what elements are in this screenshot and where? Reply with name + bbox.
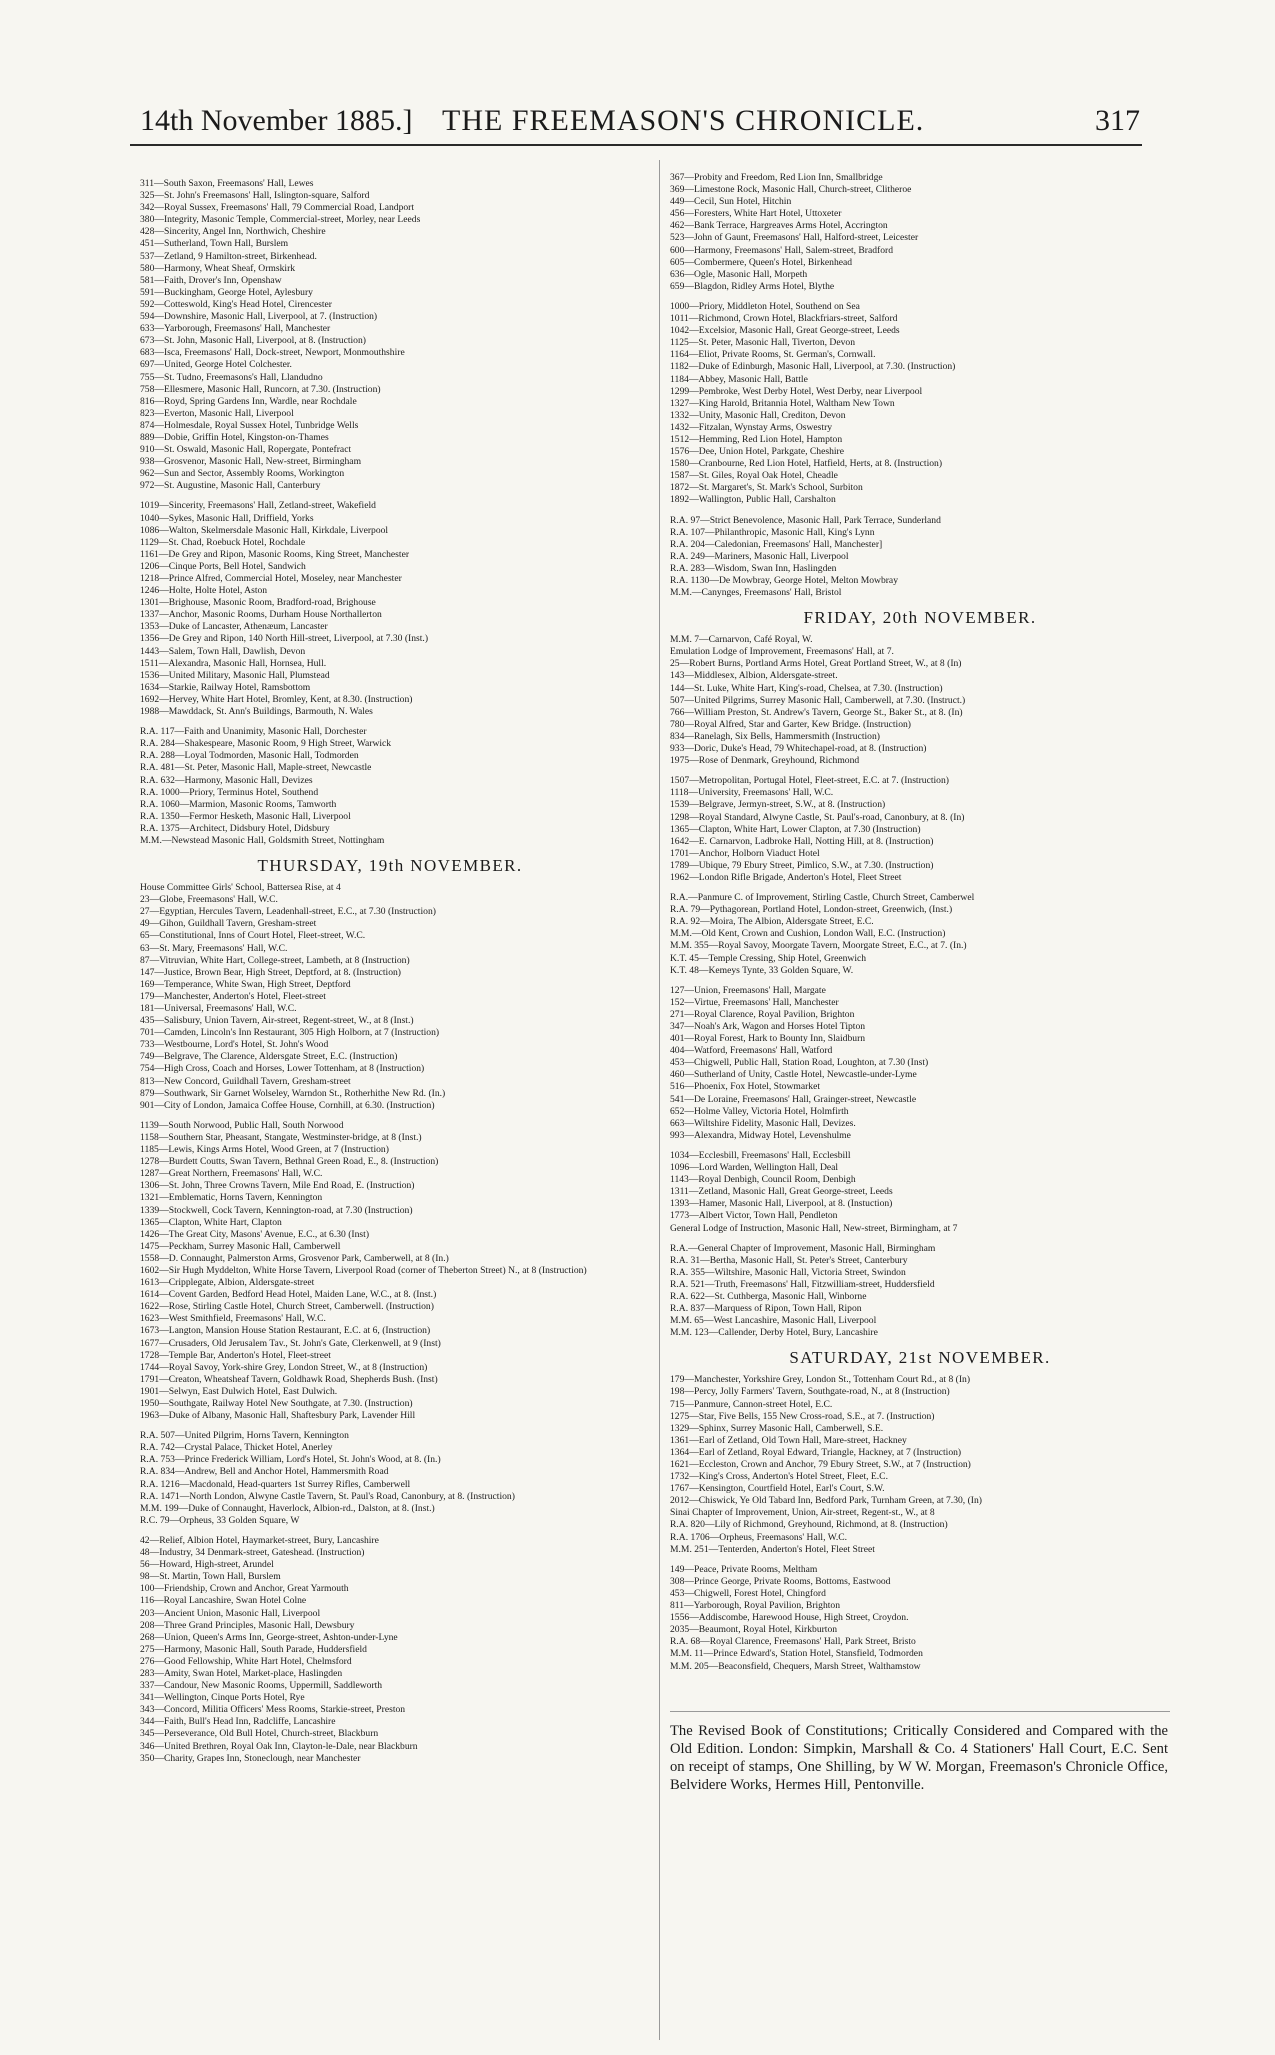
lodge-entry: 1164—Eliot, Private Rooms, St. German's, Cornwall. bbox=[670, 349, 876, 361]
lodge-entry: 659—Blagdon, Ridley Arms Hotel, Blythe bbox=[670, 280, 835, 292]
lodge-entry: 507—United Pilgrims, Surrey Masonic Hall, Camberwell, at 7.30. (Instruct.) bbox=[670, 694, 966, 706]
lodge-entry: 1975—Rose of Denmark, Greyhound, Richmond bbox=[670, 755, 860, 767]
lodge-entry: R.A. 1060—Marmion, Masonic Rooms, Tamworth bbox=[140, 798, 337, 810]
lodge-entry: 811—Yarborough, Royal Pavilion, Brighton bbox=[670, 1600, 841, 1612]
lodge-entry: 594—Downshire, Masonic Hall, Liverpool, at 7. (Instruction) bbox=[140, 311, 378, 323]
lodge-entry: 605—Combermere, Queen's Hotel, Birkenhead bbox=[670, 256, 853, 268]
lodge-entry: 780—Royal Alfred, Star and Garter, Kew Bridge. (Instruction) bbox=[670, 718, 911, 730]
lodge-entry: 404—Watford, Freemasons' Hall, Watford bbox=[670, 1045, 833, 1057]
lodge-entry: 1872—St. Margaret's, St. Mark's School, Surbiton bbox=[670, 482, 863, 494]
lodge-entry: 733—Westbourne, Lord's Hotel, St. John's Wood bbox=[140, 1039, 329, 1051]
lodge-entry: R.A. 355—Wiltshire, Masonic Hall, Victoria Street, Swindon bbox=[670, 1266, 906, 1278]
lodge-entry: 435—Salisbury, Union Tavern, Air-street, Regent-street, W., at 8 (Inst.) bbox=[140, 1015, 414, 1027]
lodge-entry: 1218—Prince Alfred, Commercial Hotel, Moseley, near Manchester bbox=[140, 573, 402, 584]
lodge-entry: R.A. 1216—Macdonald, Head-quarters 1st Surrey Rifles, Camberwell bbox=[140, 1478, 411, 1490]
lodge-entry: 813—New Concord, Guildhall Tavern, Gresham-street bbox=[140, 1075, 351, 1087]
lodge-entry: 311—South Saxon, Freemasons' Hall, Lewes bbox=[140, 178, 314, 189]
lodge-entry: 1692—Hervey, White Hart Hotel, Bromley, Kent, at 8.30. (Instruction) bbox=[140, 693, 413, 705]
lodge-entry: R.A. 107—Philanthropic, Masonic Hall, King's Lynn bbox=[670, 526, 875, 538]
lodge-entry: M.M.—Canynges, Freemasons' Hall, Bristol bbox=[670, 587, 842, 599]
page-number: 317 bbox=[1095, 104, 1140, 137]
lodge-entry: 1356—De Grey and Ripon, 140 North Hill-street, Liverpool, at 7.30 (Inst.) bbox=[140, 633, 429, 645]
lodge-entry: 1329—Sphinx, Surrey Masonic Hall, Camberwell, S.E. bbox=[670, 1422, 884, 1434]
lodge-entry: 1634—Starkie, Railway Hotel, Ramsbottom bbox=[140, 681, 311, 693]
lodge-entry: 1673—Langton, Mansion House Station Restaurant, E.C. at 6, (Instruction) bbox=[140, 1325, 431, 1337]
listing-block bbox=[140, 1535, 640, 1765]
lodge-entry: 523—John of Gaunt, Freemasons' Hall, Halford-street, Leicester bbox=[670, 232, 919, 244]
lodge-entry: 1139—South Norwood, Public Hall, South Norwood bbox=[140, 1119, 344, 1131]
lodge-entry: 428—Sincerity, Angel Inn, Northwich, Cheshire bbox=[140, 226, 326, 238]
lodge-entry: 181—Universal, Freemasons' Hall, W.C. bbox=[140, 1003, 297, 1014]
lodge-entry: R.A. 481—St. Peter, Masonic Hall, Maple-street, Newcastle bbox=[140, 762, 372, 774]
lodge-entry: 1963—Duke of Albany, Masonic Hall, Shaftesbury Park, Lavender Hill bbox=[140, 1410, 416, 1422]
listing-block bbox=[140, 178, 640, 492]
lodge-entry: 1287—Great Northern, Freemasons' Hall, W.C. bbox=[140, 1168, 323, 1180]
lodge-entry: 179—Manchester, Yorkshire Grey, London St., Tottenham Court Rd., at 8 (In) bbox=[670, 1374, 971, 1386]
lodge-entry: 633—Yarborough, Freemasons' Hall, Manchester bbox=[140, 323, 331, 335]
lodge-entry: 755—St. Tudno, Freemasons's Hall, Llandudno bbox=[140, 371, 323, 383]
listing-block bbox=[670, 1564, 1170, 1673]
lodge-entry: M.M. 65—West Lancashire, Masonic Hall, Liverpool bbox=[670, 1315, 877, 1327]
lodge-entry: 1086—Walton, Skelmersdale Masonic Hall, Kirkdale, Liverpool bbox=[140, 524, 389, 536]
lodge-entry: 1443—Salem, Town Hall, Dawlish, Devon bbox=[140, 645, 306, 657]
lodge-entry: R.A. 92—Moira, The Albion, Aldersgate Street, E.C. bbox=[670, 916, 874, 928]
lodge-entry: 1773—Albert Victor, Town Hall, Pendleton bbox=[670, 1210, 838, 1222]
lodge-entry: 701—Camden, Lincoln's Inn Restaurant, 305 High Holborn, at 7 (Instruction) bbox=[140, 1027, 440, 1039]
lodge-entry: R.A. 507—United Pilgrim, Horns Tavern, Kennington bbox=[140, 1430, 349, 1442]
lodge-entry: 208—Three Grand Principles, Masonic Hall, Dewsbury bbox=[140, 1619, 355, 1631]
lodge-entry: R.A.—General Chapter of Improvement, Masonic Hall, Birmingham bbox=[670, 1242, 936, 1254]
lodge-entry: 1143—Royal Denbigh, Council Room, Denbigh bbox=[670, 1174, 856, 1186]
lodge-entry: 901—City of London, Jamaica Coffee House, Cornhill, at 6.30. (Instruction) bbox=[140, 1099, 435, 1111]
lodge-entry: Emulation Lodge of Improvement, Freemasons' Hall, at 7. bbox=[670, 646, 894, 658]
lodge-entry: 63—St. Mary, Freemasons' Hall, W.C. bbox=[140, 942, 288, 954]
lodge-entry: 1701—Anchor, Holborn Viaduct Hotel bbox=[670, 847, 820, 859]
lodge-entry: 42—Relief, Albion Hotel, Haymarket-street, Bury, Lancashire bbox=[140, 1534, 379, 1546]
right-column bbox=[670, 164, 1170, 1794]
lodge-entry: 910—St. Oswald, Masonic Hall, Ropergate, Pontefract bbox=[140, 444, 352, 456]
lodge-entry: 1275—Star, Five Bells, 155 New Cross-road, S.E., at 7. (Instruction) bbox=[670, 1410, 935, 1422]
lodge-entry: R.A. 97—Strict Benevolence, Masonic Hall, Park Terrace, Sunderland bbox=[670, 514, 941, 526]
lodge-entry: 1767—Kensington, Courtfield Hotel, Earl's Court, S.W. bbox=[670, 1483, 885, 1495]
lodge-entry: 516—Phoenix, Fox Hotel, Stowmarket bbox=[670, 1081, 821, 1093]
lodge-entry: 1613—Cripplegate, Albion, Aldersgate-street bbox=[140, 1277, 315, 1289]
lodge-entry: 1096—Lord Warden, Wellington Hall, Deal bbox=[670, 1162, 839, 1174]
lodge-entry: R.A. 834—Andrew, Bell and Anchor Hotel, Hammersmith Road bbox=[140, 1466, 389, 1478]
lodge-entry: 2012—Chiswick, Ye Old Tabard Inn, Bedford Park, Turnham Green, at 7.30, (In) bbox=[670, 1495, 982, 1507]
lodge-entry: 1950—Southgate, Railway Hotel New Southgate, at 7.30. (Instruction) bbox=[140, 1398, 413, 1409]
lodge-entry: M.M.—Newstead Masonic Hall, Goldsmith Street, Nottingham bbox=[140, 834, 385, 846]
lodge-entry: R.A. 1000—Priory, Terminus Hotel, Southend bbox=[140, 786, 319, 798]
lodge-entry: 1042—Excelsior, Masonic Hall, Great George-street, Leeds bbox=[670, 325, 900, 337]
lodge-entry: 1556—Addiscombe, Harewood House, High Street, Croydon. bbox=[670, 1612, 909, 1624]
lodge-entry: 460—Sutherland of Unity, Castle Hotel, Newcastle-under-Lyme bbox=[670, 1069, 917, 1081]
lodge-entry: 758—Ellesmere, Masonic Hall, Runcorn, at 7.30. (Instruction) bbox=[140, 383, 381, 395]
listing-block bbox=[670, 172, 1170, 293]
listing-block bbox=[670, 892, 1170, 977]
issue-date: 14th November 1885.] bbox=[140, 104, 413, 137]
lodge-entry: 1034—Ecclesbill, Freemasons' Hall, Ecclesbill bbox=[670, 1149, 851, 1161]
advertisement: The Revised Book of Constitutions; Critically Considered and Compared with the Old Edition. London: Simpkin, Marshall & Co. 4 Stationers' Hall Court, E.C. Sent on receipt of stamps, One Shilling, by W W. Morgan, Freemason's Chronicle Office, Belvidere Works, Hermes Hill, Pentonville. bbox=[670, 1711, 1170, 1794]
lodge-entry: R.A. 117—Faith and Unanimity, Masonic Hall, Dorchester bbox=[140, 726, 367, 738]
lodge-entry: 1298—Royal Standard, Alwyne Castle, St. Paul's-road, Canonbury, at 8. (In) bbox=[670, 811, 965, 823]
listing-block bbox=[670, 1243, 1170, 1340]
lodge-entry: 636—Ogle, Masonic Hall, Morpeth bbox=[670, 268, 808, 280]
lodge-entry: 1125—St. Peter, Masonic Hall, Tiverton, Devon bbox=[670, 337, 855, 349]
lodge-entry: 1512—Hemming, Red Lion Hotel, Hampton bbox=[670, 433, 843, 445]
lodge-entry: 972—St. Augustine, Masonic Hall, Canterbury bbox=[140, 480, 321, 492]
lodge-entry: 1364—Earl of Zetland, Royal Edward, Triangle, Hackney, at 7 (Instruction) bbox=[670, 1446, 962, 1458]
lodge-entry: 1677—Crusaders, Old Jerusalem Tav., St. John's Gate, Clerkenwell, at 9 (Inst) bbox=[140, 1337, 441, 1349]
lodge-entry: 766—William Preston, St. Andrew's Tavern, George St., Baker St., at 8. (In) bbox=[670, 706, 963, 718]
day-heading: THURSDAY, 19th NOVEMBER. bbox=[257, 856, 523, 876]
listing-block bbox=[140, 726, 640, 847]
lodge-entry: 1365—Clapton, White Hart, Clapton bbox=[140, 1216, 282, 1228]
listing-block bbox=[670, 301, 1170, 507]
lodge-entry: M.M. 355—Royal Savoy, Moorgate Tavern, Moorgate Street, E.C., at 7. (In.) bbox=[670, 940, 967, 952]
lodge-entry: M.M. 11—Prince Edward's, Station Hotel, Stansfield, Todmorden bbox=[670, 1648, 923, 1660]
lodge-entry: 1184—Abbey, Masonic Hall, Battle bbox=[670, 373, 808, 385]
lodge-entry: 1511—Alexandra, Masonic Hall, Hornsea, Hull. bbox=[140, 657, 327, 669]
lodge-entry: 453—Chigwell, Forest Hotel, Chingford bbox=[670, 1587, 826, 1599]
lodge-entry: 149—Peace, Private Rooms, Meltham bbox=[670, 1563, 818, 1575]
lodge-entry: 25—Robert Burns, Portland Arms Hotel, Great Portland Street, W., at 8 (In) bbox=[670, 658, 962, 670]
lodge-entry: 401—Royal Forest, Hark to Bounty Inn, Slaidburn bbox=[670, 1033, 866, 1045]
lodge-entry: M.M.—Old Kent, Crown and Cushion, London Wall, E.C. (Instruction) bbox=[670, 928, 946, 940]
lodge-entry: 1278—Burdett Coutts, Swan Tavern, Bethnal Green Road, E., 8. (Instruction) bbox=[140, 1156, 439, 1168]
lodge-entry: 346—United Brethren, Royal Oak Inn, Clayton-le-Dale, near Blackburn bbox=[140, 1740, 418, 1752]
lodge-entry: 342—Royal Sussex, Freemasons' Hall, 79 Commercial Road, Landport bbox=[140, 202, 415, 214]
listing-block bbox=[670, 607, 1170, 767]
lodge-entry: 271—Royal Clarence, Royal Pavilion, Brighton bbox=[670, 1008, 855, 1020]
lodge-entry: 1299—Pembroke, West Derby Hotel, West Derby, near Liverpool bbox=[670, 385, 923, 397]
lodge-entry: 451—Sutherland, Town Hall, Burslem bbox=[140, 238, 289, 250]
lodge-entry: 1475—Peckham, Surrey Masonic Hall, Camberwell bbox=[140, 1240, 341, 1252]
lodge-entry: 1642—E. Carnarvon, Ladbroke Hall, Notting Hill, at 8. (Instruction) bbox=[670, 835, 934, 847]
lodge-entry: 874—Holmesdale, Royal Sussex Hotel, Tunbridge Wells bbox=[140, 419, 359, 431]
lodge-entry: R.A. 284—Shakespeare, Masonic Room, 9 High Street, Warwick bbox=[140, 738, 392, 750]
lodge-entry: R.A. 742—Crystal Palace, Thicket Hotel, Anerley bbox=[140, 1442, 333, 1454]
lodge-entry: 268—Union, Queen's Arms Inn, George-street, Ashton-under-Lyne bbox=[140, 1631, 398, 1643]
lodge-entry: 537—Zetland, 9 Hamilton-street, Birkenhead. bbox=[140, 250, 317, 262]
left-column bbox=[140, 170, 640, 1765]
lodge-entry: 1432—Fitzalan, Wynstay Arms, Oswestry bbox=[670, 421, 833, 433]
lodge-entry: 1732—King's Cross, Anderton's Hotel Street, Fleet, E.C. bbox=[670, 1471, 888, 1483]
lodge-entry: 1791—Creaton, Wheatsheaf Tavern, Goldhawk Road, Shepherds Bush. (Inst) bbox=[140, 1373, 438, 1385]
lodge-entry: 144—St. Luke, White Hart, King's-road, Chelsea, at 7.30. (Instruction) bbox=[670, 682, 943, 694]
masthead bbox=[130, 104, 1140, 142]
lodge-entry: 1623—West Smithfield, Freemasons' Hall, W.C. bbox=[140, 1313, 326, 1325]
lodge-entry: R.A. 31—Bertha, Masonic Hall, St. Peter's Street, Canterbury bbox=[670, 1254, 908, 1266]
lodge-entry: 697—United, George Hotel Colchester. bbox=[140, 359, 292, 371]
lodge-entry: 1311—Zetland, Masonic Hall, Great George-street, Leeds bbox=[670, 1186, 893, 1198]
lodge-entry: 600—Harmony, Freemasons' Hall, Salem-street, Bradford bbox=[670, 244, 894, 256]
lodge-entry: 275—Harmony, Masonic Hall, South Parade, Huddersfield bbox=[140, 1643, 367, 1655]
lodge-entry: 1558—D. Connaught, Palmerston Arms, Grosvenor Park, Camberwell, at 8 (In.) bbox=[140, 1252, 449, 1264]
lodge-entry: 834—Ranelagh, Six Bells, Hammersmith (Instruction) bbox=[670, 730, 880, 742]
lodge-entry: 591—Buckingham, George Hotel, Aylesbury bbox=[140, 286, 313, 298]
lodge-entry: 1576—Dee, Union Hotel, Parkgate, Cheshire bbox=[670, 446, 844, 458]
day-heading: FRIDAY, 20th NOVEMBER. bbox=[803, 608, 1037, 628]
lodge-entry: 198—Percy, Jolly Farmers' Tavern, Southgate-road, N., at 8 (Instruction) bbox=[670, 1386, 950, 1398]
lodge-entry: 345—Perseverance, Old Bull Hotel, Church-street, Blackburn bbox=[140, 1728, 379, 1740]
lodge-entry: 1614—Covent Garden, Bedford Head Hotel, Maiden Lane, W.C., at 8. (Inst.) bbox=[140, 1289, 437, 1301]
lodge-entry: 65—Constitutional, Inns of Court Hotel, Fleet-street, W.C. bbox=[140, 930, 366, 942]
lodge-entry: 116—Royal Lancashire, Swan Hotel Colne bbox=[140, 1595, 307, 1607]
lodge-entry: 1622—Rose, Stirling Castle Hotel, Church Street, Camberwell. (Instruction) bbox=[140, 1301, 434, 1313]
lodge-entry: 1536—United Military, Masonic Hall, Plumstead bbox=[140, 669, 330, 681]
lodge-entry: 143—Middlesex, Albion, Aldersgate-street. bbox=[670, 670, 838, 682]
lodge-entry: 1011—Richmond, Crown Hotel, Blackfriars-street, Salford bbox=[670, 313, 898, 325]
lodge-entry: 1327—King Harold, Britannia Hotel, Waltham New Town bbox=[670, 397, 895, 409]
lodge-entry: 1393—Hamer, Masonic Hall, Liverpool, at 8. (Instuction) bbox=[670, 1198, 893, 1210]
lodge-entry: 169—Temperance, White Swan, High Street, Deptford bbox=[140, 978, 351, 990]
listing-block bbox=[140, 500, 640, 718]
lodge-entry: 127—Union, Freemasons' Hall, Margate bbox=[670, 984, 826, 996]
listing-block bbox=[670, 515, 1170, 600]
lodge-entry: R.A. 632—Harmony, Masonic Hall, Devizes bbox=[140, 774, 313, 786]
lodge-entry: 993—Alexandra, Midway Hotel, Levenshulme bbox=[670, 1129, 851, 1141]
lodge-entry: 580—Harmony, Wheat Sheaf, Ormskirk bbox=[140, 262, 296, 274]
lodge-entry: 308—Prince George, Private Rooms, Bottoms, Eastwood bbox=[670, 1575, 891, 1587]
lodge-entry: M.M. 123—Callender, Derby Hotel, Bury, Lancashire bbox=[670, 1327, 878, 1339]
column-divider bbox=[659, 160, 660, 2040]
lodge-entry: 1129—St. Chad, Roebuck Hotel, Rochdale bbox=[140, 536, 306, 548]
lodge-entry: 823—Everton, Masonic Hall, Liverpool bbox=[140, 407, 294, 419]
lodge-entry: 1507—Metropolitan, Portugal Hotel, Fleet-street, E.C. at 7. (Instruction) bbox=[670, 775, 949, 787]
lodge-entry: R.A. 204—Caledonian, Freemasons' Hall, Manchester] bbox=[670, 538, 883, 550]
lodge-entry: 2035—Beaumont, Royal Hotel, Kirkburton bbox=[670, 1624, 838, 1636]
lodge-entry: 592—Cotteswold, King's Head Hotel, Cirencester bbox=[140, 298, 332, 310]
lodge-entry: 816—Royd, Spring Gardens Inn, Wardle, near Rochdale bbox=[140, 395, 357, 407]
lodge-entry: 1789—Ubique, 79 Ebury Street, Pimlico, S.W., at 7.30. (Instruction) bbox=[670, 859, 934, 871]
lodge-entry: 344—Faith, Bull's Head Inn, Radcliffe, Lancashire bbox=[140, 1716, 336, 1728]
lodge-entry: M.M. 205—Beaconsfield, Chequers, Marsh Street, Walthamstow bbox=[670, 1660, 921, 1672]
lodge-entry: 1158—Southern Star, Pheasant, Stangate, Westminster-bridge, at 8 (Inst.) bbox=[140, 1131, 422, 1143]
lodge-entry: 23—Globe, Freemasons' Hall, W.C. bbox=[140, 894, 278, 906]
lodge-entry: R.A. 249—Mariners, Masonic Hall, Liverpool bbox=[670, 550, 849, 562]
lodge-entry: 1019—Sincerity, Freemasons' Hall, Zetland-street, Wakefield bbox=[140, 500, 376, 512]
lodge-entry: R.A. 1471—North London, Alwyne Castle Tavern, St. Paul's Road, Canonbury, at 8. (Instruction) bbox=[140, 1490, 515, 1502]
lodge-entry: 1602—Sir Hugh Myddelton, White Horse Tavern, Liverpool Road (corner of Theberton Street) N., at 8 (Instruction) bbox=[140, 1264, 587, 1276]
lodge-entry: 541—De Loraine, Freemasons' Hall, Grainger-street, Newcastle bbox=[670, 1093, 917, 1105]
lodge-entry: 203—Ancient Union, Masonic Hall, Liverpool bbox=[140, 1607, 321, 1619]
lodge-entry: 380—Integrity, Masonic Temple, Commercial-street, Morley, near Leeds bbox=[140, 214, 421, 226]
lodge-entry: 350—Charity, Grapes Inn, Stoneclough, near Manchester bbox=[140, 1752, 361, 1764]
lodge-entry: 100—Friendship, Crown and Anchor, Great Yarmouth bbox=[140, 1583, 349, 1595]
lodge-entry: 1161—De Grey and Ripon, Masonic Rooms, King Street, Manchester bbox=[140, 548, 410, 560]
lodge-entry: House Committee Girls' School, Battersea Rise, at 4 bbox=[140, 882, 341, 894]
lodge-entry: 1332—Unity, Masonic Hall, Crediton, Devon bbox=[670, 409, 846, 421]
lodge-entry: 1587—St. Giles, Royal Oak Hotel, Cheadle bbox=[670, 470, 838, 482]
lodge-entry: 325—St. John's Freemasons' Hall, Islington-square, Salford bbox=[140, 190, 370, 202]
lodge-entry: 1901—Selwyn, East Dulwich Hotel, East Dulwich. bbox=[140, 1385, 338, 1397]
lodge-entry: 1339—Stockwell, Cock Tavern, Kennington-road, at 7.30 (Instruction) bbox=[140, 1204, 413, 1216]
lodge-entry: M.M. 7—Carnarvon, Café Royal, W. bbox=[670, 634, 813, 646]
lodge-entry: 663—Wiltshire Fidelity, Masonic Hall, Devizes. bbox=[670, 1117, 856, 1129]
lodge-entry: 1000—Priory, Middleton Hotel, Southend on Sea bbox=[670, 300, 860, 312]
lodge-entry: R.A. 1706—Orpheus, Freemasons' Hall, W.C. bbox=[670, 1531, 848, 1543]
lodge-entry: R.A. 283—Wisdom, Swan Inn, Haslingden bbox=[670, 562, 837, 574]
listing-block bbox=[670, 775, 1170, 884]
lodge-entry: R.A. 1350—Fermor Hesketh, Masonic Hall, Liverpool bbox=[140, 810, 351, 822]
lodge-entry: 1337—Anchor, Masonic Rooms, Durham House Northallerton bbox=[140, 609, 382, 621]
lodge-entry: 1621—Eccleston, Crown and Anchor, 79 Ebury Street, S.W., at 7 (Instruction) bbox=[670, 1459, 971, 1470]
lodge-entry: 1728—Temple Bar, Anderton's Hotel, Fleet-street bbox=[140, 1349, 331, 1361]
lodge-entry: 1580—Cranbourne, Red Lion Hotel, Hatfield, Herts, at 8. (Instruction) bbox=[670, 458, 943, 470]
lodge-entry: General Lodge of Instruction, Masonic Hall, New-street, Birmingham, at 7 bbox=[670, 1222, 958, 1234]
lodge-entry: 98—St. Martin, Town Hall, Burslem bbox=[140, 1571, 281, 1583]
listing-block bbox=[670, 1150, 1170, 1235]
listing-block bbox=[670, 985, 1170, 1142]
lodge-entry: 754—High Cross, Coach and Horses, Lower Tottenham, at 8 (Instruction) bbox=[140, 1063, 425, 1075]
lodge-entry: 1962—London Rifle Brigade, Anderton's Hotel, Fleet Street bbox=[670, 871, 902, 883]
lodge-entry: 683—Isca, Freemasons' Hall, Dock-street, Newport, Monmouthshire bbox=[140, 347, 405, 359]
lodge-entry: R.A. 79—Pythagorean, Portland Hotel, London-street, Greenwich, (Inst.) bbox=[670, 904, 953, 916]
lodge-entry: 456—Foresters, White Hart Hotel, Uttoxeter bbox=[670, 208, 842, 220]
lodge-entry: 1321—Emblematic, Horns Tavern, Kennington bbox=[140, 1192, 323, 1204]
right-column-listings bbox=[670, 172, 1170, 1673]
lodge-entry: R.A.—Panmure C. of Improvement, Stirling Castle, Church Street, Camberwel bbox=[670, 892, 975, 904]
lodge-entry: 652—Holme Valley, Victoria Hotel, Holmfirth bbox=[670, 1105, 849, 1117]
lodge-entry: 1365—Clapton, White Hart, Lower Clapton, at 7.30 (Instruction) bbox=[670, 823, 921, 835]
lodge-entry: R.A. 1130—De Mowbray, George Hotel, Melton Mowbray bbox=[670, 575, 898, 586]
lodge-entry: 1118—University, Freemasons' Hall, W.C. bbox=[670, 787, 834, 799]
listing-block bbox=[140, 1120, 640, 1422]
lodge-entry: 152—Virtue, Freemasons' Hall, Manchester bbox=[670, 996, 839, 1008]
lodge-entry: 453—Chigwell, Public Hall, Station Road, Loughton, at 7.30 (Inst) bbox=[670, 1057, 929, 1069]
lodge-entry: R.A. 820—Lily of Richmond, Greyhound, Richmond, at 8. (Instruction) bbox=[670, 1519, 948, 1531]
lodge-entry: 56—Howard, High-street, Arundel bbox=[140, 1559, 274, 1571]
lodge-entry: 581—Faith, Drover's Inn, Openshaw bbox=[140, 274, 282, 286]
lodge-entry: 1744—Royal Savoy, York-shire Grey, London Street, W., at 8 (Instruction) bbox=[140, 1361, 428, 1373]
lodge-entry: R.C. 79—Orpheus, 33 Golden Square, W bbox=[140, 1514, 300, 1526]
lodge-entry: M.M. 251—Tenterden, Anderton's Hotel, Fleet Street bbox=[670, 1543, 875, 1555]
lodge-entry: M.M. 199—Duke of Connaught, Haverlock, Albion-rd., Dalston, at 8. (Inst.) bbox=[140, 1502, 435, 1514]
lodge-entry: 49—Gihon, Guildhall Tavern, Gresham-street bbox=[140, 918, 317, 930]
lodge-entry: R.A. 622—St. Cuthberga, Masonic Hall, Winborne bbox=[670, 1290, 867, 1302]
lodge-entry: R.A. 68—Royal Clarence, Freemasons' Hall, Park Street, Bristo bbox=[670, 1636, 916, 1648]
lodge-entry: 962—Sun and Sector, Assembly Rooms, Workington bbox=[140, 468, 345, 480]
lodge-entry: 1306—St. John, Three Crowns Tavern, Mile End Road, E. (Instruction) bbox=[140, 1180, 415, 1192]
lodge-entry: Sinai Chapter of Improvement, Union, Air-street, Regent-st., W., at 8 bbox=[670, 1507, 935, 1519]
lodge-entry: 367—Probity and Freedom, Red Lion Inn, Smallbridge bbox=[670, 172, 883, 183]
lodge-entry: 179—Manchester, Anderton's Hotel, Fleet-street bbox=[140, 990, 326, 1002]
lodge-entry: 1361—Earl of Zetland, Old Town Hall, Mare-street, Hackney bbox=[670, 1434, 907, 1446]
listing-block bbox=[670, 1347, 1170, 1555]
lodge-entry: 343—Concord, Militia Officers' Mess Rooms, Starkie-street, Preston bbox=[140, 1704, 406, 1716]
lodge-entry: 1988—Mawddack, St. Ann's Buildings, Barmouth, N. Wales bbox=[140, 706, 373, 718]
lodge-entry: 1539—Belgrave, Jermyn-street, S.W., at 8. (Instruction) bbox=[670, 799, 886, 811]
lodge-entry: 1426—The Great City, Masons' Avenue, E.C., at 6.30 (Inst) bbox=[140, 1228, 370, 1240]
listing-block bbox=[140, 1430, 640, 1527]
lodge-entry: K.T. 48—Kemeys Tynte, 33 Golden Square, W. bbox=[670, 964, 854, 976]
lodge-entry: R.A. 288—Loyal Todmorden, Masonic Hall, Todmorden bbox=[140, 750, 359, 762]
lodge-entry: R.A. 521—Truth, Freemasons' Hall, Fitzwilliam-street, Huddersfield bbox=[670, 1278, 935, 1290]
masthead-rule bbox=[130, 144, 1142, 146]
listing-block bbox=[140, 855, 640, 1112]
lodge-entry: 1182—Duke of Edinburgh, Masonic Hall, Liverpool, at 7.30. (Instruction) bbox=[670, 361, 956, 373]
day-heading: SATURDAY, 21st NOVEMBER. bbox=[789, 1348, 1051, 1368]
lodge-entry: 1246—Holte, Holte Hotel, Aston bbox=[140, 585, 268, 597]
lodge-entry: 337—Candour, New Masonic Rooms, Uppermill, Saddleworth bbox=[140, 1680, 383, 1692]
lodge-entry: 347—Noah's Ark, Wagon and Horses Hotel Tipton bbox=[670, 1021, 866, 1032]
lodge-entry: K.T. 45—Temple Cressing, Ship Hotel, Greenwich bbox=[670, 952, 867, 964]
lodge-entry: R.A. 837—Marquess of Ripon, Town Hall, Ripon bbox=[670, 1303, 862, 1315]
lodge-entry: 276—Good Fellowship, White Hart Hotel, Chelmsford bbox=[140, 1655, 352, 1667]
lodge-entry: 147—Justice, Brown Bear, High Street, Deptford, at 8. (Instruction) bbox=[140, 966, 401, 978]
lodge-entry: 673—St. John, Masonic Hall, Liverpool, at 8. (Instruction) bbox=[140, 335, 366, 347]
lodge-entry: 938—Grosvenor, Masonic Hall, New-street, Birmingham bbox=[140, 456, 362, 468]
newspaper-title: THE FREEMASON'S CHRONICLE. bbox=[442, 104, 925, 137]
lodge-entry: 449—Cecil, Sun Hotel, Hitchin bbox=[670, 196, 792, 208]
lodge-entry: 27—Egyptian, Hercules Tavern, Leadenhall-street, E.C., at 7.30 (Instruction) bbox=[140, 906, 436, 918]
lodge-entry: 369—Limestone Rock, Masonic Hall, Church-street, Clitheroe bbox=[670, 184, 912, 196]
lodge-entry: 879—Southwark, Sir Garnet Wolseley, Warndon St., Rotherhithe New Rd. (In.) bbox=[140, 1087, 446, 1099]
lodge-entry: 933—Doric, Duke's Head, 79 Whitechapel-road, at 8. (Instruction) bbox=[670, 743, 927, 755]
lodge-entry: 1892—Wallington, Public Hall, Carshalton bbox=[670, 494, 836, 506]
lodge-entry: 1353—Duke of Lancaster, Athenæum, Lancaster bbox=[140, 621, 328, 633]
lodge-entry: 749—Belgrave, The Clarence, Aldersgate Street, E.C. (Instruction) bbox=[140, 1051, 398, 1063]
lodge-entry: 283—Amity, Swan Hotel, Market-place, Haslingden bbox=[140, 1667, 343, 1679]
lodge-entry: 87—Vitruvian, White Hart, College-street, Lambeth, at 8 (Instruction) bbox=[140, 954, 410, 966]
lodge-entry: 889—Dobie, Griffin Hotel, Kingston-on-Thames bbox=[140, 431, 329, 443]
lodge-entry: 1040—Sykes, Masonic Hall, Driffield, Yorks bbox=[140, 512, 314, 524]
lodge-entry: R.A. 753—Prince Frederick William, Lord's Hotel, St. John's Wood, at 8. (In.) bbox=[140, 1454, 441, 1466]
lodge-entry: 715—Panmure, Cannon-street Hotel, E.C. bbox=[670, 1398, 833, 1410]
lodge-entry: 1206—Cinque Ports, Bell Hotel, Sandwich bbox=[140, 560, 306, 572]
lodge-entry: 462—Bank Terrace, Hargreaves Arms Hotel, Accrington bbox=[670, 220, 888, 232]
lodge-entry: 341—Wellington, Cinque Ports Hotel, Rye bbox=[140, 1692, 305, 1704]
lodge-entry: 1301—Brighouse, Masonic Room, Bradford-road, Brighouse bbox=[140, 597, 376, 609]
lodge-entry: R.A. 1375—Architect, Didsbury Hotel, Didsbury bbox=[140, 822, 330, 834]
lodge-entry: 1185—Lewis, Kings Arms Hotel, Wood Green, at 7 (Instruction) bbox=[140, 1144, 389, 1156]
lodge-entry: 48—Industry, 34 Denmark-street, Gateshead. (Instruction) bbox=[140, 1547, 365, 1559]
